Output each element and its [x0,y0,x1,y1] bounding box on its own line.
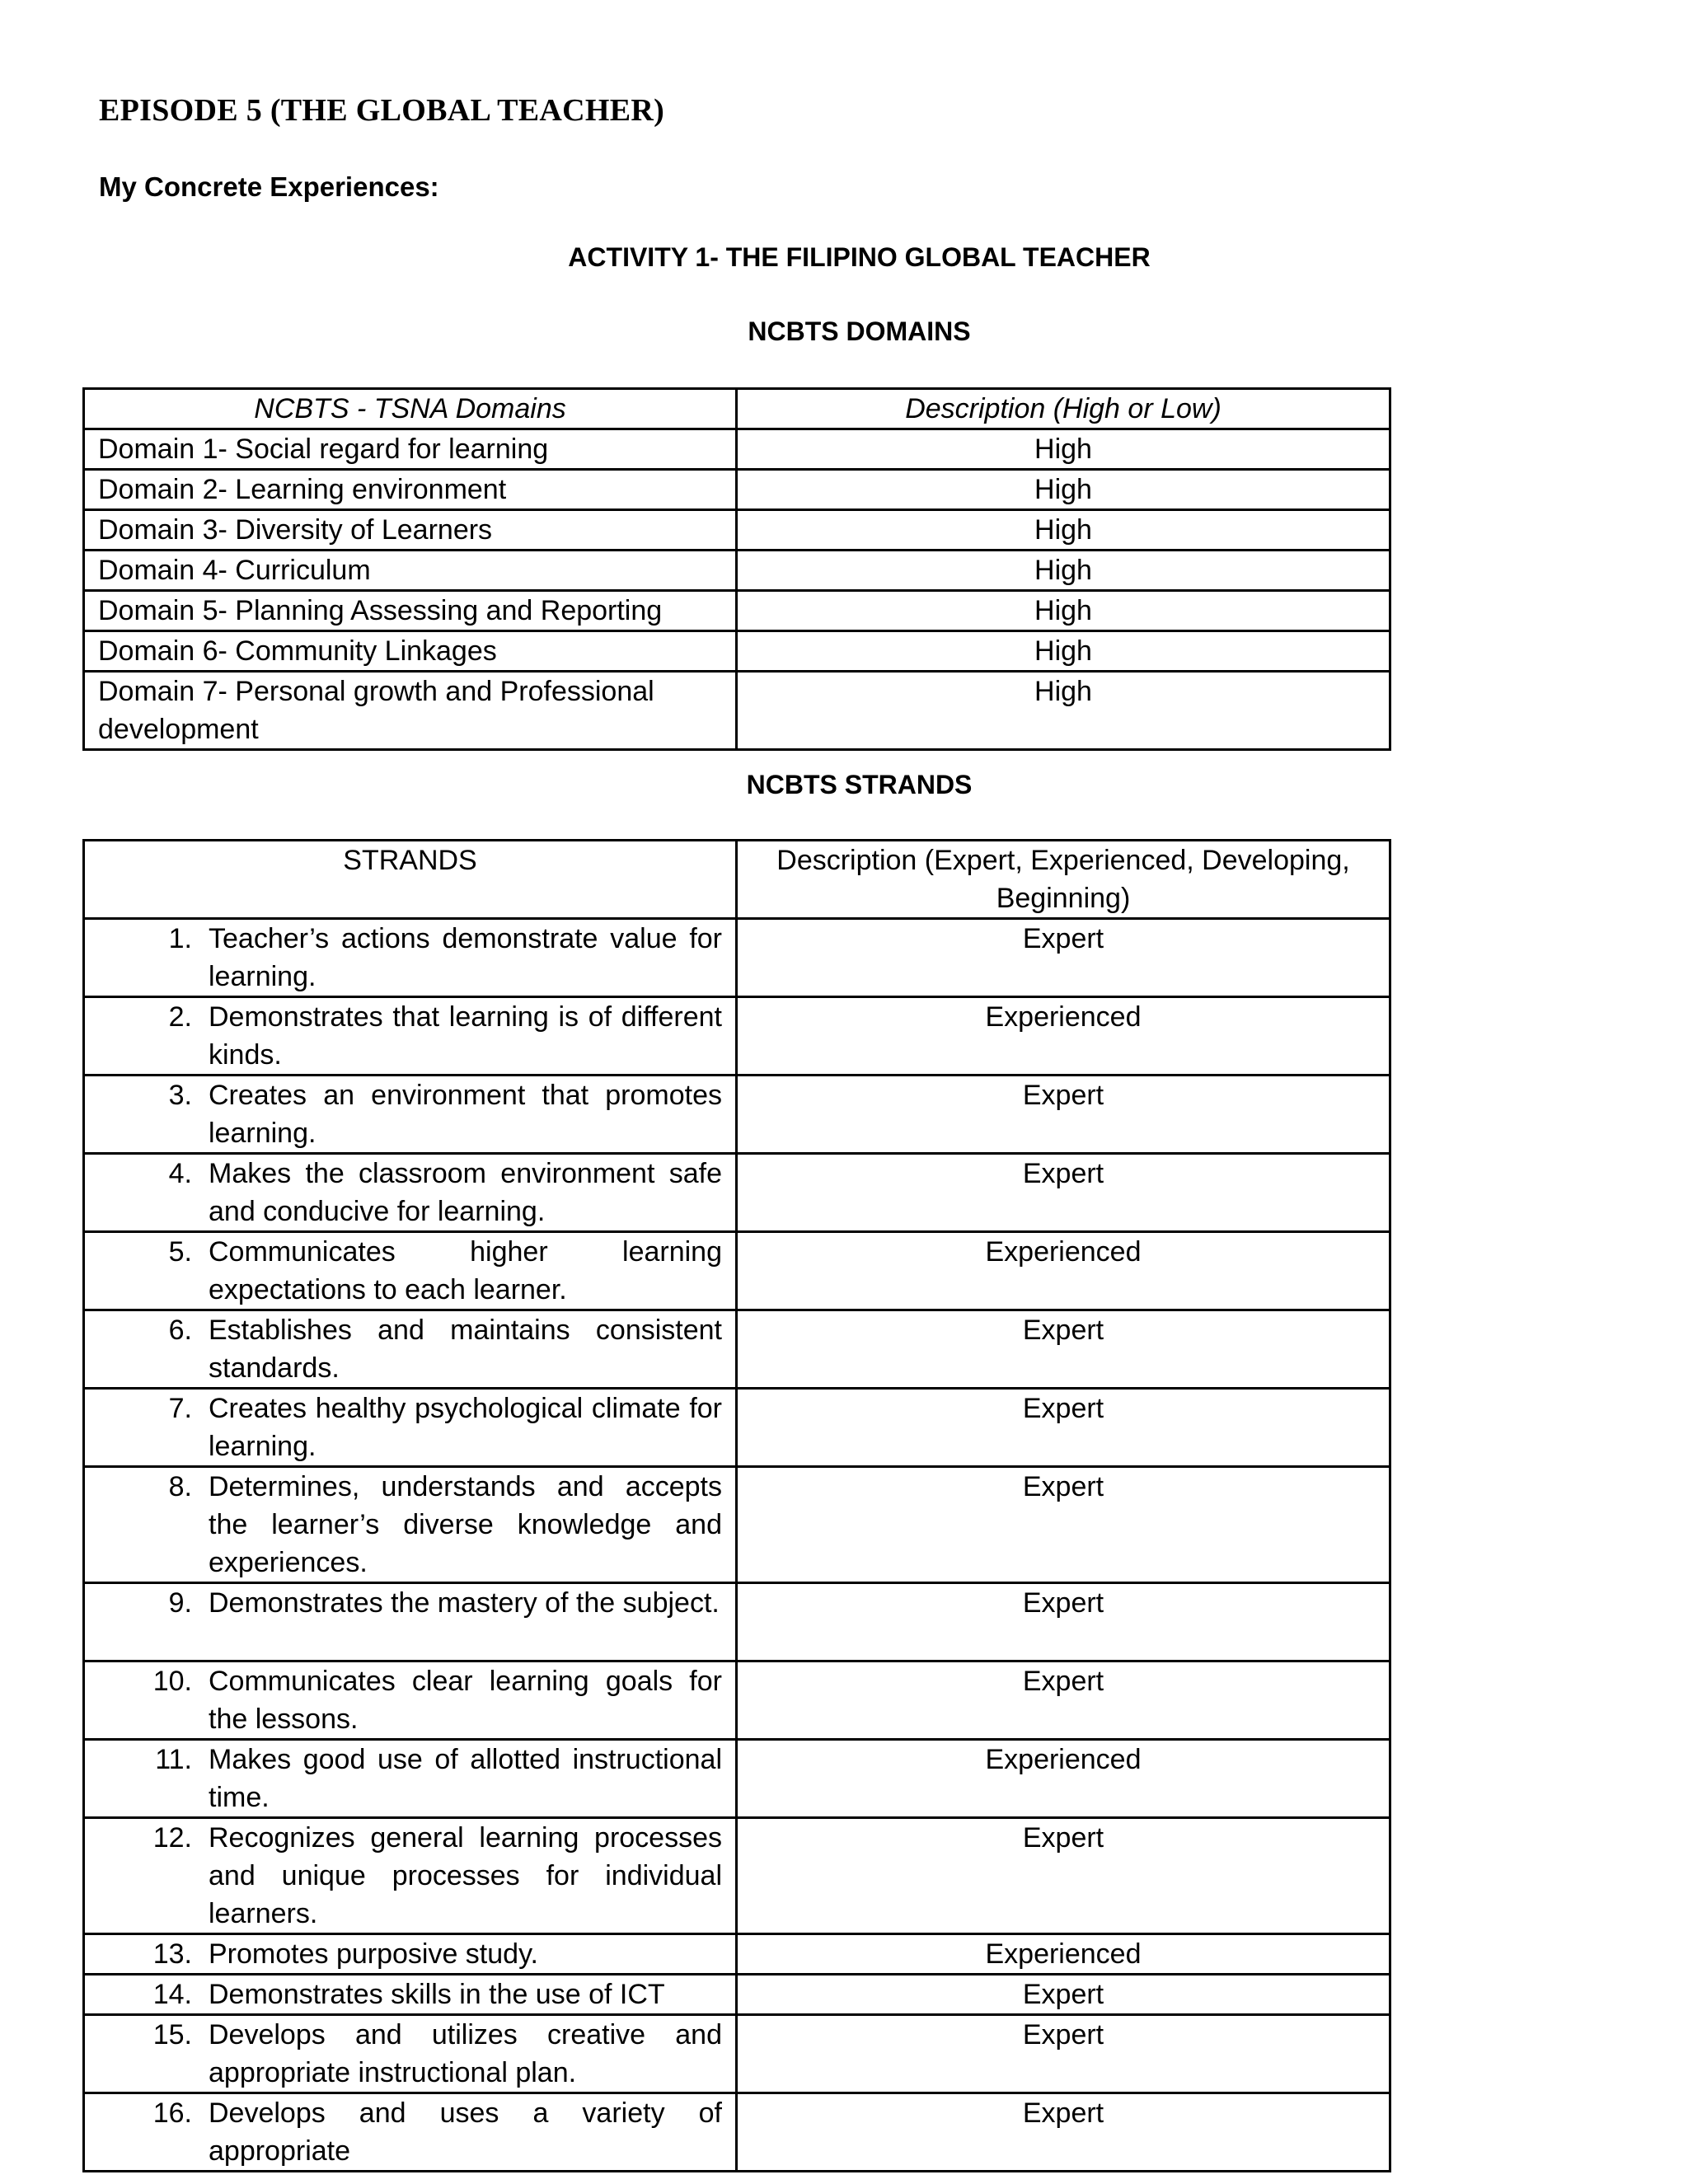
strand-cell [84,997,737,1076]
strand-number: 12. [152,1822,192,1854]
strand-number: 11. [155,1744,192,1775]
strand-row [84,1310,1390,1389]
domain-description: High [737,470,1390,510]
domain-name: Domain 3- Diversity of Learners [84,510,737,551]
strand-text: Develops and utilizes creative and appropriate instructional plan. [209,2019,722,2088]
strands-heading: NCBTS STRANDS [746,770,973,799]
domain-row [84,551,1390,591]
domain-name: Domain 7- Personal growth and Professional development [84,672,737,750]
strand-row [84,1076,1390,1154]
domain-row [84,672,1390,750]
domains-table [82,387,1391,751]
domain-row [84,470,1390,510]
strand-number: 1. [168,923,192,954]
strand-text: Creates an environment that promotes learning. [209,1080,722,1149]
strand-cell [84,1389,737,1467]
domain-description: High [737,631,1390,672]
strand-text: Makes the classroom environment safe and conducive for learning. [209,1158,722,1227]
strand-text: Makes good use of allotted instructional time. [209,1744,722,1813]
strand-cell [84,919,737,997]
strand-row [84,1154,1390,1232]
strands-table [82,839,1391,2172]
domain-name: Domain 2- Learning environment [84,470,737,510]
domain-row [84,510,1390,551]
strand-row [84,1583,1390,1661]
strand-number: 10. [152,1666,192,1697]
episode-title: EPISODE 5 (THE GLOBAL TEACHER) [99,93,665,128]
strand-text: Communicates higher learning expectations to each learner. [209,1236,722,1305]
strand-description: Expert [737,1583,1390,1661]
strand-cell [84,1076,737,1154]
strand-cell [84,1310,737,1389]
domain-description: High [737,510,1390,551]
strand-cell [84,1934,737,1975]
strand-row [84,1975,1390,2015]
strand-description: Experienced [737,997,1390,1076]
domain-name: Domain 5- Planning Assessing and Reporting [84,591,737,631]
strand-number: 9. [168,1587,192,1619]
strand-text: Determines, understands and accepts the learner’s diverse knowledge and experiences. [209,1471,722,1578]
strand-description: Experienced [737,1740,1390,1818]
strand-cell [84,2093,737,2172]
section-heading: My Concrete Experiences: [99,171,439,202]
domain-description: High [737,591,1390,631]
strands-header-row [84,841,1390,919]
strand-number: 15. [152,2019,192,2050]
strand-cell [84,1818,737,1934]
strand-text: Communicates clear learning goals for the lessons. [209,1666,722,1735]
strand-cell [84,2015,737,2093]
strand-number: 13. [152,1938,192,1970]
strand-row [84,997,1390,1076]
strand-row [84,2093,1390,2172]
strand-description: Expert [737,1310,1390,1389]
strand-description: Expert [737,2015,1390,2093]
strand-cell [84,1154,737,1232]
strand-text: Demonstrates the mastery of the subject. [209,1587,720,1619]
strand-number: 14. [152,1979,192,2010]
domain-description: High [737,672,1390,750]
strand-row [84,2015,1390,2093]
strand-row [84,1818,1390,1934]
strand-description: Expert [737,1818,1390,1934]
strand-text: Promotes purposive study. [209,1938,538,1970]
strand-row [84,1232,1390,1310]
strand-cell [84,1583,737,1661]
strand-description: Expert [737,2093,1390,2172]
strand-text: Develops and uses a variety of appropriate [209,2097,722,2167]
domain-row [84,429,1390,470]
strand-cell [84,1661,737,1740]
strand-cell [84,1740,737,1818]
domain-description: High [737,429,1390,470]
strand-number: 7. [168,1393,192,1424]
strand-number: 8. [168,1471,192,1502]
strands-col2-header: Description (Expert, Experienced, Developing, Beginning) [737,841,1390,919]
strand-description: Expert [737,1154,1390,1232]
domains-heading: NCBTS DOMAINS [748,316,971,346]
domains-header-row [84,389,1390,429]
strand-number: 5. [168,1236,192,1268]
strand-text: Demonstrates skills in the use of ICT [209,1979,665,2010]
strand-number: 2. [168,1001,192,1033]
strand-row [84,1661,1390,1740]
strand-description: Expert [737,1076,1390,1154]
strand-number: 4. [168,1158,192,1189]
strand-cell [84,1975,737,2015]
strand-row [84,1389,1390,1467]
strand-text: Teacher’s actions demonstrate value for learning. [209,923,722,992]
domain-name: Domain 1- Social regard for learning [84,429,737,470]
strand-row [84,1740,1390,1818]
strand-description: Expert [737,1975,1390,2015]
domain-name: Domain 6- Community Linkages [84,631,737,672]
strand-row [84,919,1390,997]
strand-text: Creates healthy psychological climate for learning. [209,1393,722,1462]
domain-description: High [737,551,1390,591]
strand-text: Recognizes general learning processes and unique processes for individual learners. [209,1822,722,1929]
strand-text: Establishes and maintains consistent standards. [209,1315,722,1384]
strand-number: 6. [168,1315,192,1346]
strand-row [84,1934,1390,1975]
strand-description: Expert [737,1467,1390,1583]
domains-col1-header: NCBTS - TSNA Domains [84,389,737,429]
strand-cell [84,1467,737,1583]
strand-description: Expert [737,919,1390,997]
domain-row [84,591,1390,631]
strand-text: Demonstrates that learning is of different kinds. [209,1001,722,1071]
strand-description: Experienced [737,1232,1390,1310]
domain-name: Domain 4- Curriculum [84,551,737,591]
strand-description: Expert [737,1389,1390,1467]
strand-row [84,1467,1390,1583]
activity-title: ACTIVITY 1- THE FILIPINO GLOBAL TEACHER [568,242,1151,272]
strands-col1-header: STRANDS [84,841,737,919]
strand-description: Experienced [737,1934,1390,1975]
strand-number: 16. [152,2097,192,2129]
domain-row [84,631,1390,672]
strand-number: 3. [168,1080,192,1111]
strand-description: Expert [737,1661,1390,1740]
strand-cell [84,1232,737,1310]
domains-col2-header: Description (High or Low) [737,389,1390,429]
